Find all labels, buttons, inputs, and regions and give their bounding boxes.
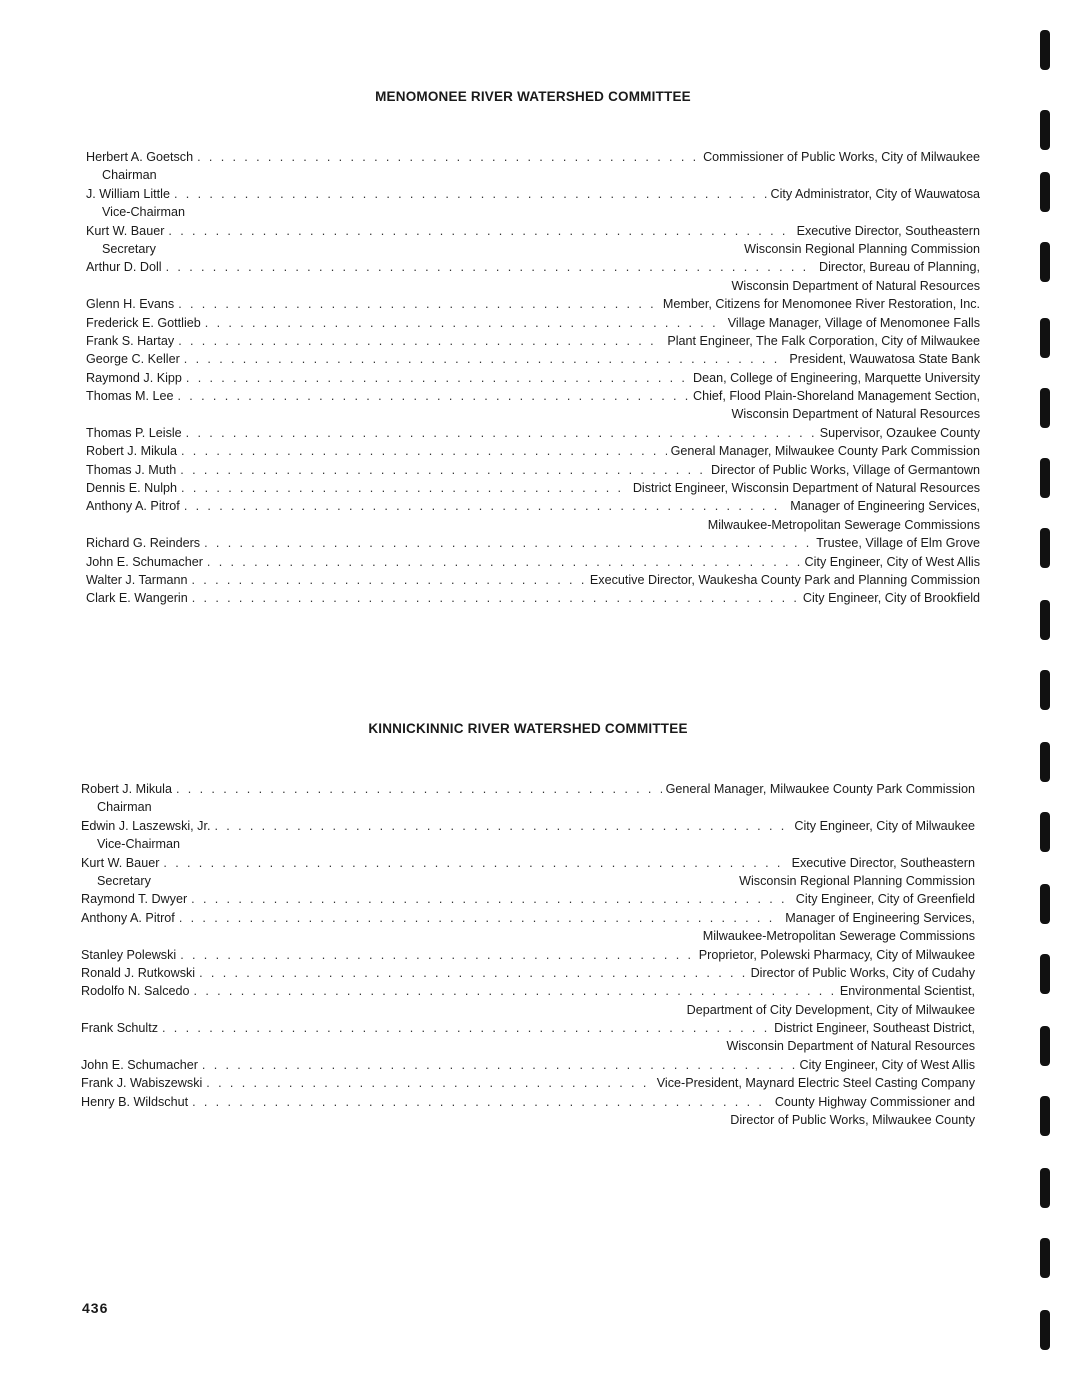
member-row-continuation <box>86 166 980 184</box>
dot-leader <box>180 461 707 479</box>
member-position: City Engineer, City of Greenfield <box>795 892 975 907</box>
member-row-continuation <box>81 927 975 945</box>
dot-leader <box>214 817 790 835</box>
member-role: Chairman <box>97 800 152 815</box>
dot-leader <box>181 479 629 497</box>
member-position: City Administrator, City of Wauwatosa <box>770 186 980 201</box>
member-position: Environmental Scientist, <box>839 984 975 999</box>
member-position: Trustee, Village of Elm Grove <box>816 536 980 551</box>
page-number: 436 <box>82 1300 109 1316</box>
member-name: Robert J. Mikula <box>81 782 172 796</box>
member-role: Secretary <box>102 241 156 256</box>
member-position-continued: Wisconsin Regional Planning Commission <box>744 241 980 256</box>
member-position: City Engineer, City of West Allis <box>804 554 980 569</box>
member-row <box>86 332 980 350</box>
binding-mark <box>1040 670 1050 710</box>
dot-leader <box>178 332 663 350</box>
dot-leader <box>163 854 787 872</box>
member-role: Secretary <box>97 873 151 888</box>
member-name: Glenn H. Evans <box>86 297 175 312</box>
member-position: Manager of Engineering Services, <box>790 499 980 514</box>
member-position: Vice-President, Maynard Electric Steel Casting Company <box>656 1076 975 1091</box>
member-position: Executive Director, Waukesha County Park and Planning Commission <box>589 572 980 587</box>
member-name: Raymond T. Dwyer <box>81 892 188 907</box>
binding-mark <box>1040 242 1050 282</box>
member-position: Plant Engineer, The Falk Corporation, City of Milwaukee <box>667 333 980 348</box>
member-position-continued: Milwaukee-Metropolitan Sewerage Commissions <box>702 929 975 944</box>
member-row-continuation <box>81 1037 975 1055</box>
member-position: Member, Citizens for Menomonee River Restoration, Inc. <box>662 297 980 312</box>
member-row-continuation <box>86 516 980 534</box>
dot-leader <box>197 148 699 166</box>
dot-leader <box>192 589 799 607</box>
member-position-continued: Department of City Development, City of Milwaukee <box>686 1002 975 1017</box>
member-row <box>81 946 975 964</box>
member-row <box>81 817 975 835</box>
binding-mark <box>1040 172 1050 212</box>
member-name: Thomas J. Muth <box>86 462 177 477</box>
binding-mark <box>1040 110 1050 150</box>
menomonee-committee-section <box>86 88 980 608</box>
dot-leader <box>206 1074 652 1092</box>
member-name: Arthur D. Doll <box>86 260 162 275</box>
member-role: Vice-Chairman <box>102 205 186 220</box>
member-position: District Engineer, Southeast District, <box>774 1021 975 1036</box>
member-name: Frank S. Hartay <box>86 333 175 348</box>
binding-mark <box>1040 812 1050 852</box>
dot-leader <box>191 571 585 589</box>
member-position-continued: Director of Public Works, Milwaukee County <box>730 1113 975 1128</box>
member-row <box>81 1056 975 1074</box>
member-name: Dennis E. Nulph <box>86 481 178 496</box>
dot-leader <box>166 258 815 276</box>
member-row <box>86 314 980 332</box>
member-name: Richard G. Reinders <box>86 536 201 551</box>
member-row-continuation <box>86 240 980 258</box>
member-row <box>86 442 980 460</box>
member-position: General Manager, Milwaukee County Park Commission <box>665 782 975 796</box>
menomonee-committee-title: MENOMONEE RIVER WATERSHED COMMITTEE <box>375 89 691 104</box>
member-position-continued: Wisconsin Department of Natural Resources <box>731 278 980 293</box>
member-row <box>86 369 980 387</box>
binding-mark <box>1040 30 1050 70</box>
member-position: Manager of Engineering Services, <box>785 910 975 925</box>
member-position: Director of Public Works, City of Cudahy <box>750 965 975 980</box>
dot-leader <box>199 964 746 982</box>
member-name: John E. Schumacher <box>86 554 203 569</box>
kinnickinnic-committee-title: KINNICKINNIC RIVER WATERSHED COMMITTEE <box>368 721 688 736</box>
dot-leader <box>181 442 667 460</box>
member-position: Executive Director, Southeastern <box>791 855 975 870</box>
member-name: George C. Keller <box>86 352 180 367</box>
member-row <box>81 982 975 1000</box>
member-name: J. William Little <box>86 186 170 201</box>
member-row <box>86 222 980 240</box>
dot-leader <box>184 497 786 515</box>
member-position: Director, Bureau of Planning, <box>818 260 980 275</box>
member-position-continued: Milwaukee-Metropolitan Sewerage Commissions <box>707 517 980 532</box>
member-position: City Engineer, City of West Allis <box>799 1057 975 1072</box>
member-row <box>86 387 980 405</box>
binding-mark <box>1040 600 1050 640</box>
dot-leader <box>168 222 792 240</box>
kinnickinnic-member-list <box>81 780 975 1129</box>
dot-leader <box>178 295 659 313</box>
member-name: Thomas P. Leisle <box>86 425 182 440</box>
member-row <box>81 854 975 872</box>
member-name: Thomas M. Lee <box>86 389 174 404</box>
member-position: District Engineer, Wisconsin Department of Natural Resources <box>632 481 980 496</box>
member-position: Village Manager, Village of Menomonee Falls <box>727 315 980 330</box>
member-row <box>86 461 980 479</box>
member-name: Kurt W. Bauer <box>81 855 160 870</box>
member-position: General Manager, Milwaukee County Park Commission <box>670 444 980 459</box>
member-name: Robert J. Mikula <box>86 444 177 459</box>
member-row <box>81 964 975 982</box>
member-position: Director of Public Works, Village of Germantown <box>710 462 980 477</box>
member-position-continued: Wisconsin Department of Natural Resources <box>731 407 980 422</box>
dot-leader <box>178 387 689 405</box>
member-position: Proprietor, Polewski Pharmacy, City of Milwaukee <box>698 947 975 962</box>
member-position: County Highway Commissioner and <box>774 1094 975 1109</box>
member-position: Executive Director, Southeastern <box>796 223 980 238</box>
dot-leader <box>194 982 836 1000</box>
member-row <box>81 1093 975 1111</box>
binding-mark <box>1040 528 1050 568</box>
member-row-continuation <box>86 203 980 221</box>
member-row <box>86 295 980 313</box>
member-name: Edwin J. Laszewski, Jr. <box>81 818 211 833</box>
member-row <box>86 479 980 497</box>
member-role: Chairman <box>102 168 157 183</box>
member-position: Dean, College of Engineering, Marquette University <box>692 370 980 385</box>
dot-leader <box>207 553 801 571</box>
member-row-continuation <box>81 798 975 816</box>
member-name: Herbert A. Goetsch <box>86 150 194 164</box>
member-row <box>86 497 980 515</box>
member-row-continuation <box>81 1111 975 1129</box>
member-position: President, Wauwatosa State Bank <box>789 352 980 367</box>
binding-mark <box>1040 458 1050 498</box>
member-row <box>86 148 980 166</box>
dot-leader <box>191 890 792 908</box>
member-position-continued: Wisconsin Department of Natural Resources <box>726 1039 975 1054</box>
binding-mark <box>1040 318 1050 358</box>
binding-mark <box>1040 884 1050 924</box>
member-row <box>86 553 980 571</box>
member-row <box>81 780 975 798</box>
member-name: Anthony A. Pitrof <box>81 910 175 925</box>
member-name: Raymond J. Kipp <box>86 370 182 385</box>
menomonee-member-list <box>86 148 980 608</box>
member-name: Frank Schultz <box>81 1021 158 1036</box>
member-position: Supervisor, Ozaukee County <box>819 425 980 440</box>
binding-marks <box>1036 0 1056 1380</box>
member-name: Ronald J. Rutkowski <box>81 965 196 980</box>
member-row <box>86 185 980 203</box>
member-row <box>86 534 980 552</box>
binding-mark <box>1040 742 1050 782</box>
member-position: City Engineer, City of Brookfield <box>802 591 980 606</box>
dot-leader <box>176 780 662 798</box>
member-row-continuation <box>81 872 975 890</box>
binding-mark <box>1040 954 1050 994</box>
member-name: Rodolfo N. Salcedo <box>81 984 190 999</box>
member-row-continuation <box>81 1001 975 1019</box>
dot-leader <box>184 350 786 368</box>
member-name: John E. Schumacher <box>81 1057 198 1072</box>
dot-leader <box>204 534 812 552</box>
binding-mark <box>1040 1238 1050 1278</box>
dot-leader <box>205 314 724 332</box>
member-name: Stanley Polewski <box>81 947 177 962</box>
member-name: Anthony A. Pitrof <box>86 499 180 514</box>
member-row <box>86 350 980 368</box>
binding-mark <box>1040 1026 1050 1066</box>
dot-leader <box>174 185 767 203</box>
member-row <box>86 589 980 607</box>
dot-leader <box>180 946 695 964</box>
member-role: Vice-Chairman <box>97 837 181 852</box>
member-name: Walter J. Tarmann <box>86 572 188 587</box>
binding-mark <box>1040 1310 1050 1350</box>
member-row-continuation <box>81 835 975 853</box>
member-position-continued: Wisconsin Regional Planning Commission <box>739 873 975 888</box>
member-name: Kurt W. Bauer <box>86 223 165 238</box>
dot-leader <box>179 909 781 927</box>
member-name: Frederick E. Gottlieb <box>86 315 201 330</box>
member-row <box>86 258 980 276</box>
binding-mark <box>1040 1168 1050 1208</box>
dot-leader <box>192 1093 771 1111</box>
member-row <box>86 571 980 589</box>
member-position: Commissioner of Public Works, City of Milwaukee <box>703 150 980 164</box>
member-name: Henry B. Wildschut <box>81 1094 189 1109</box>
member-name: Frank J. Wabiszewski <box>81 1076 203 1091</box>
member-position: City Engineer, City of Milwaukee <box>794 818 975 833</box>
member-row <box>86 424 980 442</box>
dot-leader <box>162 1019 770 1037</box>
member-row-continuation <box>86 405 980 423</box>
binding-mark <box>1040 388 1050 428</box>
member-row <box>81 1074 975 1092</box>
member-row <box>81 909 975 927</box>
kinnickinnic-committee-section <box>81 720 975 1129</box>
binding-mark <box>1040 1096 1050 1136</box>
dot-leader <box>186 424 816 442</box>
member-name: Clark E. Wangerin <box>86 591 188 606</box>
member-row-continuation <box>86 277 980 295</box>
member-row <box>81 1019 975 1037</box>
dot-leader <box>186 369 689 387</box>
member-row <box>81 890 975 908</box>
member-position: Chief, Flood Plain-Shoreland Management Section, <box>692 389 980 404</box>
dot-leader <box>202 1056 796 1074</box>
